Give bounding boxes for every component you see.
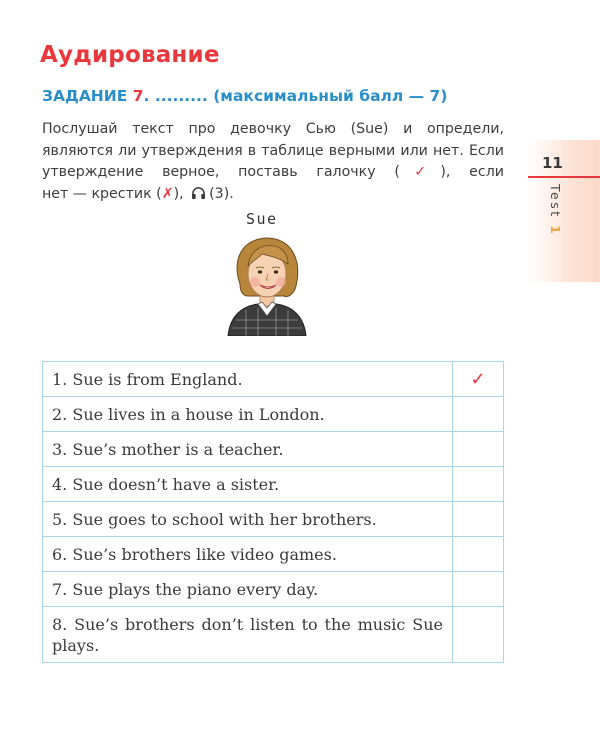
task-label: ЗАДАНИЕ [42,87,128,105]
statement-text: 8. Sue’s brothers don’t listen to the music Sue plays. [43,607,453,663]
table-row [43,432,504,467]
check-mark-icon: ✓ [399,164,441,180]
side-tab-rule [528,176,600,178]
test-label: Test 1 [548,184,563,237]
instructions-line-2: являются ли утверждения в таблице верными или нет. [42,142,464,159]
instructions-line-3: Если утверждение верное, поставь галочку (✓), если [42,142,504,180]
cross-mark-icon: ✗ [161,185,174,202]
answer-cell[interactable] [453,502,504,537]
answer-cell[interactable] [453,607,504,663]
test-number: 1 [548,225,563,237]
table-row [43,607,504,663]
statement-text: 1. Sue is from England. [43,362,453,397]
page-number: 11 [542,154,563,172]
character-name-label: Sue [246,210,278,228]
section-title: Аудирование [40,42,220,68]
table-row [43,537,504,572]
task-heading [42,87,447,105]
instructions-line-1: Послушай текст про девочку Сью (Sue) и определи, [42,121,504,137]
statement-text: 7. Sue plays the piano every day. [43,572,453,607]
task-instructions [42,119,504,205]
table-row [43,572,504,607]
table-row [43,397,504,432]
sue-portrait-illustration [222,232,312,336]
statement-text: 4. Sue doesn’t have a sister. [43,467,453,502]
instructions-line-4: нет — крестик (✗), (3). [42,185,234,202]
headphones-icon [191,186,206,200]
check-mark-icon: ✓ [470,368,486,390]
answer-cell[interactable] [453,572,504,607]
statements-table [42,361,504,663]
answer-cell[interactable] [453,362,504,397]
table-row [43,362,504,397]
task-number: 7 [132,87,144,105]
statement-text: 5. Sue goes to school with her brothers. [43,502,453,537]
answer-cell[interactable] [453,432,504,467]
answer-cell[interactable] [453,537,504,572]
answer-cell[interactable] [453,397,504,432]
task-max-score: . ......... (максимальный балл — 7) [143,87,448,105]
answer-cell[interactable] [453,467,504,502]
statement-text: 3. Sue’s mother is a teacher. [43,432,453,467]
table-row [43,502,504,537]
table-row [43,467,504,502]
page-side-tab [528,140,600,282]
statement-text: 6. Sue’s brothers like video games. [43,537,453,572]
statement-text: 2. Sue lives in a house in London. [43,397,453,432]
